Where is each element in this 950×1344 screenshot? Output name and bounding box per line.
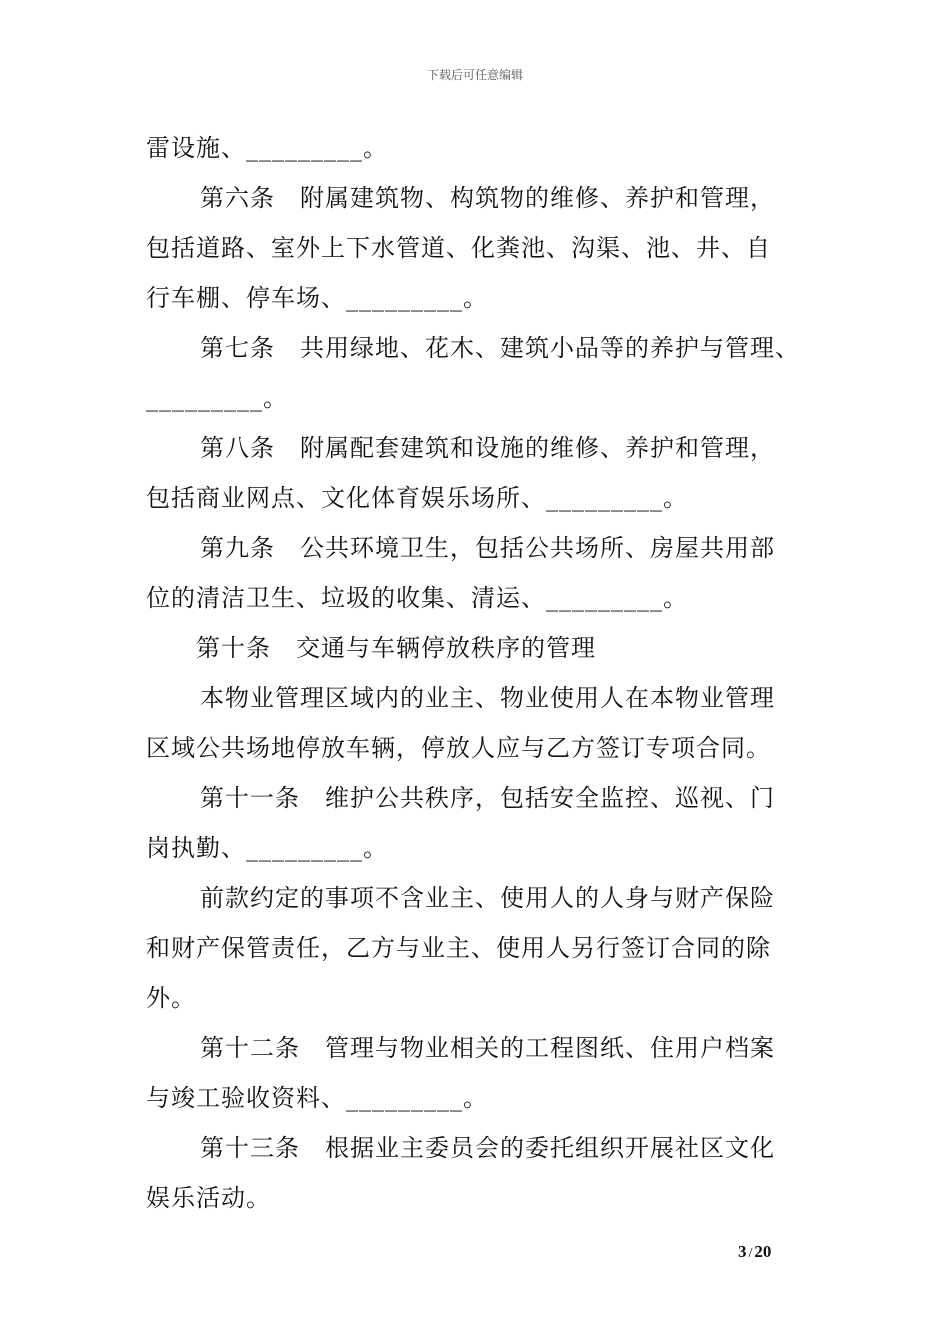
text-line: 第六条 附属建筑物、构筑物的维修、养护和管理，	[200, 184, 775, 212]
page-number	[738, 1242, 771, 1262]
text-line: 行车棚、停车场、_________。	[146, 284, 488, 312]
page-current: 3	[738, 1242, 747, 1261]
text-line: 岗执勤、_________。	[146, 834, 388, 862]
text-line: _________。	[146, 384, 288, 412]
page-header: 下载后可任意编辑	[426, 68, 523, 82]
page-total: 20	[754, 1242, 772, 1261]
text-line: 娱乐活动。	[146, 1184, 271, 1212]
text-line: 与竣工验收资料、_________。	[146, 1084, 488, 1112]
text-line: 包括商业网点、文化体育娱乐场所、_________。	[146, 484, 688, 512]
text-line: 和财产保管责任，乙方与业主、使用人另行签订合同的除	[146, 934, 771, 962]
text-line: 第七条 共用绿地、花木、建筑小品等的养护与管理、	[200, 334, 800, 362]
text-line: 第十条 交通与车辆停放秩序的管理	[196, 634, 596, 662]
text-line: 第八条 附属配套建筑和设施的维修、养护和管理，	[200, 434, 775, 462]
text-line: 第十一条 维护公共秩序，包括安全监控、巡视、门	[200, 784, 775, 812]
text-line: 第十二条 管理与物业相关的工程图纸、住用户档案	[200, 1034, 775, 1062]
text-line: 本物业管理区域内的业主、物业使用人在本物业管理	[200, 684, 775, 712]
text-line: 第十三条 根据业主委员会的委托组织开展社区文化	[200, 1134, 775, 1162]
text-line: 位的清洁卫生、垃圾的收集、清运、_________。	[146, 584, 688, 612]
text-line: 第九条 公共环境卫生，包括公共场所、房屋共用部	[200, 534, 775, 562]
text-line: 包括道路、室外上下水管道、化粪池、沟渠、池、井、自	[146, 234, 771, 262]
text-line: 前款约定的事项不含业主、使用人的人身与财产保险	[200, 884, 775, 912]
text-line: 雷设施、_________。	[146, 134, 388, 162]
text-line: 区域公共场地停放车辆，停放人应与乙方签订专项合同。	[146, 734, 771, 762]
text-line: 外。	[146, 984, 196, 1012]
page-separator: /	[748, 1246, 753, 1261]
